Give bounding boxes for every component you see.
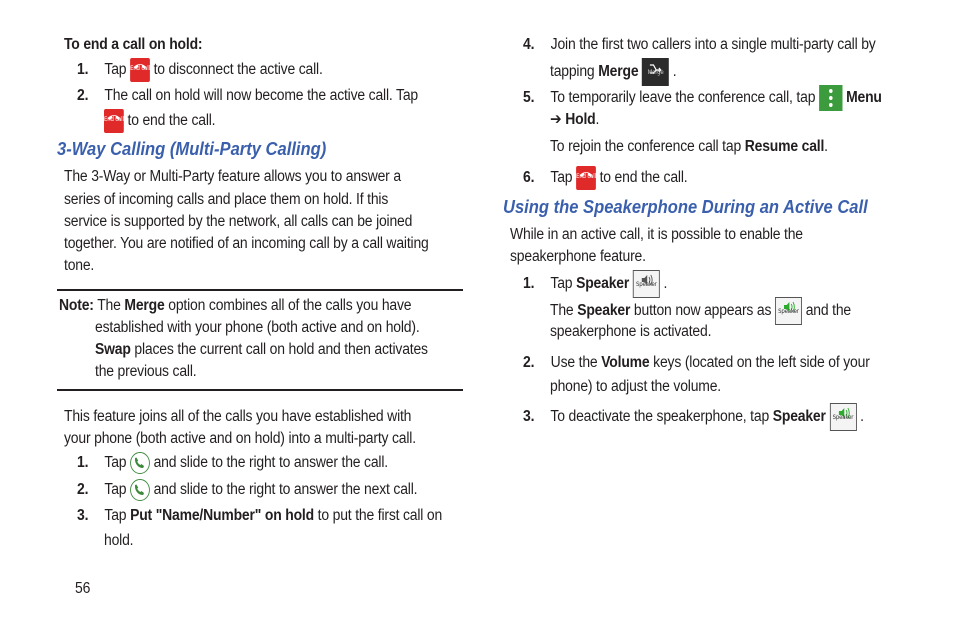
speaker-active-icon: Speaker xyxy=(829,403,856,431)
answer-call-icon xyxy=(130,452,150,474)
step-text: The call on hold will now become the active call. Tap xyxy=(104,87,418,104)
speaker-active-icon: Speaker xyxy=(775,297,802,325)
note-line-4: the previous call. xyxy=(95,363,197,380)
end-call-icon: End call xyxy=(576,166,596,190)
intro-line: The 3-Way or Multi-Party feature allows you to answer a xyxy=(64,168,401,185)
note-line-3: Swap places the current call on hold and then activates xyxy=(95,341,428,358)
arrow-icon: ➔ xyxy=(550,111,562,128)
speaker-step-2: 2. Use the Volume keys (located on the left side of your xyxy=(523,354,870,371)
speaker-icon: Speaker xyxy=(633,270,660,298)
section-title-3way: 3-Way Calling (Multi-Party Calling) xyxy=(57,139,327,159)
note-line-1: Note: The Merge option combines all of the calls you have xyxy=(59,297,412,314)
conf-step-5-cont: ➔ Hold. xyxy=(550,111,600,128)
multiparty-step-3: 3. Tap Put "Name/Number" on hold to put the first call on xyxy=(77,507,443,524)
speaker-step-1: 1. Tap Speaker Speaker . xyxy=(523,270,667,298)
note-top-divider xyxy=(57,289,463,291)
section-title-speakerphone: Using the Speakerphone During an Active Call xyxy=(503,197,868,217)
page-number: 56 xyxy=(75,580,91,597)
step-number: 1. xyxy=(77,61,89,79)
rejoin-line: To rejoin the conference call tap Resume call. xyxy=(550,138,828,155)
join-line: This feature joins all of the calls you have established with xyxy=(64,408,412,425)
speaker-step-1-desc-cont: speakerphone is activated. xyxy=(550,323,712,340)
multiparty-step-2: 2. Tap and slide to the right to answer the next call. xyxy=(77,479,417,501)
multiparty-step-1: 1. Tap and slide to the right to answer the call. xyxy=(77,452,388,474)
conf-step-4: 4. Join the first two callers into a single multi-party call by xyxy=(523,36,876,53)
speaker-step-2-cont: phone) to adjust the volume. xyxy=(550,378,721,395)
multiparty-step-3-cont: hold. xyxy=(104,532,134,549)
note-bottom-divider xyxy=(57,389,463,391)
intro-line: together. You are notified of an incoming call by a call waiting xyxy=(64,235,429,252)
join-line: your phone (both active and on hold) into a multi-party call. xyxy=(64,430,416,447)
note-line-2: established with your phone (both active and on hold). xyxy=(95,319,420,336)
conf-step-5: 5. To temporarily leave the conference call, tap Menu xyxy=(523,85,882,111)
intro-line: service is supported by the network, all calls can be joined xyxy=(64,213,413,230)
merge-icon: Merge xyxy=(642,58,669,86)
end-call-icon: End call xyxy=(130,58,150,82)
end-call-icon: End call xyxy=(104,109,124,133)
hold-step-1 xyxy=(77,58,323,82)
step-text: to disconnect the active call. xyxy=(153,61,323,79)
speaker-intro-line: speakerphone feature. xyxy=(510,248,646,265)
hold-step-2 xyxy=(77,85,418,107)
conf-step-6: 6. Tap End call to end the call. xyxy=(523,166,687,190)
menu-icon xyxy=(819,85,842,111)
conf-step-4-cont: tapping Merge Merge . xyxy=(550,58,676,86)
speaker-step-1-desc: The Speaker button now appears as Speaker and the xyxy=(550,297,851,325)
step-text: Tap xyxy=(104,61,127,79)
speaker-step-3: 3. To deactivate the speakerphone, tap Speaker Speaker . xyxy=(523,403,864,431)
intro-line: tone. xyxy=(64,257,95,274)
hold-subheading: To end a call on hold: xyxy=(64,36,203,53)
note-label: Note: xyxy=(59,297,94,314)
step-number: 2. xyxy=(77,87,89,104)
speaker-intro-line: While in an active call, it is possible to enable the xyxy=(510,226,803,243)
answer-call-icon xyxy=(130,479,150,501)
step-text: to end the call. xyxy=(127,112,216,130)
intro-line: series of incoming calls and place them on hold. If this xyxy=(64,191,389,208)
hold-step-2-cont xyxy=(104,109,215,133)
